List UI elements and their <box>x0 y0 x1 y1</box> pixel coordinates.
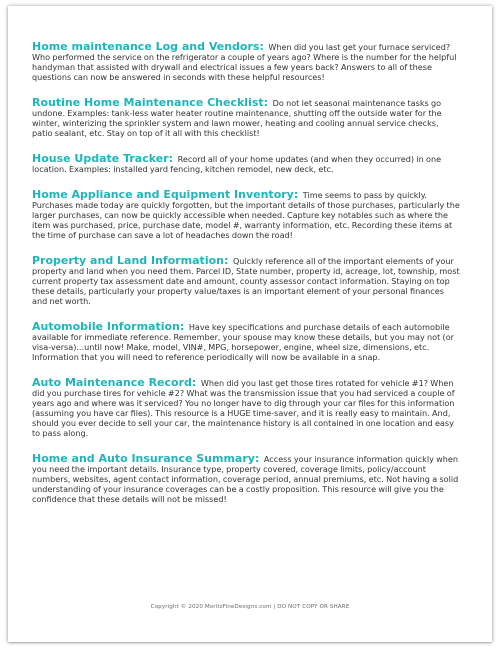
section-text: When did you last get those tires rotated for vehicle #1? When did you purchase tires for vehicle #2? What was the transmission issue that you had serviced a couple of years ago and where was it serviced? You no longer have to dig through your car files for this information (assuming you have car files). This resource is a HUGE time-saver, and it is really easy to maintain. And, should you ever decide to sell your car, the maintenance history is all contained in one location and easy to pass along. <box>32 378 455 438</box>
section-appliance-inventory <box>32 190 460 240</box>
section-automobile-info <box>32 322 460 362</box>
section-house-update-tracker <box>32 154 460 174</box>
section-text: Quickly reference all of the important elements of your property and land when you need them. Parcel ID, State number, property id, acreage, lot, township, most current property tax assessment date and amount, county assessor contact information. Staying on top these details, particularly your property value/taxes is an important element of your personal finances and net worth. <box>32 256 460 306</box>
section-text: Do not let seasonal maintenance tasks go undone. Examples: tank-less water heater routine maintenance, shutting off the outside water for the winter, winterizing the sprinkler system and lawn mower, heating and cooling annual service checks, patio sealant, etc. Stay on top of it all with this checklist! <box>32 98 442 138</box>
document-content <box>32 42 460 520</box>
section-text: Time seems to pass by quickly. Purchases made today are quickly forgotten, but the important details of those purchases, particularly the larger purchases, can now be quickly accessible when needed. Capture key notables such as where the item was purchased, price, purchase date, model #, warranty information, etc. Recording these items at the time of purchase can save a lot of headaches down the road! <box>32 190 460 240</box>
section-heading: Property and Land Information: <box>32 254 229 267</box>
section-heading: Automobile Information: <box>32 320 185 333</box>
section-heading: Home and Auto Insurance Summary: <box>32 452 260 465</box>
section-heading: Routine Home Maintenance Checklist: <box>32 96 269 109</box>
section-heading: Auto Maintenance Record: <box>32 376 197 389</box>
section-heading: House Update Tracker: <box>32 152 174 165</box>
section-heading: Home maintenance Log and Vendors: <box>32 40 264 53</box>
section-maintenance-checklist <box>32 98 460 138</box>
section-insurance-summary <box>32 454 460 504</box>
section-property-land <box>32 256 460 306</box>
section-text: When did you last get your furnace serviced? Who performed the service on the refrigerator a couple of years ago? Where is the number for the helpful handyman that assisted with drywall and electrical issues a few years back? Answers to all of these questions can now be answered in seconds with these helpful resources! <box>32 42 457 82</box>
copyright-footer: Copyright © 2020 MoritzFineDesigns.com | DO NOT COPY OR SHARE <box>150 604 350 610</box>
section-heading: Home Appliance and Equipment Inventory: <box>32 188 299 201</box>
section-text: Have key specifications and purchase details of each automobile available for immediate reference. Remember, your spouse may know these details, but you may not (or visa-versa)...until now! Make, model, VIN#, MPG, horsepower, engine, wheel size, dimensions, etc. Information that you will need to reference periodically will now be available in a snap. <box>32 322 454 362</box>
section-maintenance-log <box>32 42 460 82</box>
section-auto-maintenance <box>32 378 460 438</box>
section-text: Access your insurance information quickly when you need the important details. Insurance type, property covered, coverage limits, policy/account numbers, websites, agent contact information, coverage period, annual premiums, etc. Not having a solid understanding of your insurance coverages can be a costly proposition. This resource will give you the confidence that these details will not be missed! <box>32 454 459 504</box>
section-text: Record all of your home updates (and when they occurred) in one location. Examples: installed yard fencing, kitchen remodel, new deck, etc. <box>32 154 442 174</box>
